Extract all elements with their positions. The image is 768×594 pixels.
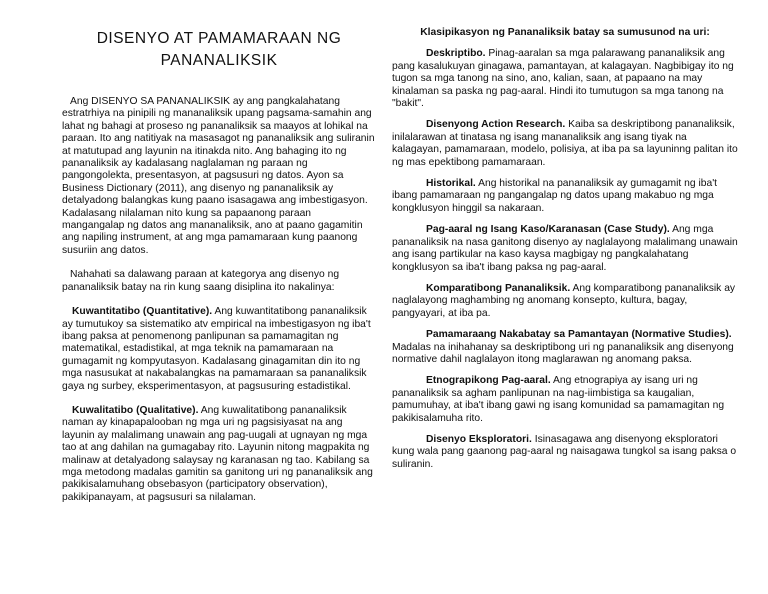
quantitative-paragraph [62,306,376,393]
left-column [62,0,376,504]
type-normative [392,329,738,366]
quantitative-text: Ang kuwantitatibong pananaliksik ay tumutukoy sa sistematiko atv empirical na imbestigasyon ng iba't ibang paksa at penomenong panlipunan sa pamamagitan ng matematikal, estadistikal, at mga teknik na pamamaraan na gumagamit ng kompyutasyon. Kadalasang ginagamitan din ito ng mga nasusukat at nakabalangkas na pamamaraan sa pananaliksik gaya ng surbey, eksperimentasyon, at pagsusuring estadistikal. [62,306,371,392]
type-term: Disenyo Eksploratori. [426,433,532,445]
quantitative-term: Kuwantitatibo (Quantitative). [72,306,213,318]
type-term: Pamamaraang Nakabatay sa Pamantayan (Normative Studies). [426,329,732,341]
classification-heading: Klasipikasyon ng Pananaliksik batay sa sumusunod na uri: [420,27,710,38]
type-text: Ang historikal na pananaliksik ay gumagamit ng iba't ibang pamamaraan ng pangangalap ng datos upang makabuo ng mga kongklusyon hinggil sa nakaraan. [392,178,718,214]
type-term: Etnograpikong Pag-aaral. [426,375,551,387]
type-comparative [392,283,738,320]
type-text: Ang etnograpiya ay isang uri ng pananaliksik sa agham panlipunan na nag-iimbistiga sa kaugalian, pamumuhay, at iba't ibang gawi ng isang komunidad sa pamamagitan ng pakikisalamuha rito. [392,375,725,424]
classification-intro: Nahahati sa dalawang paraan at kategorya ang disenyo ng pananaliksik batay na rin kung saang disiplina ito nakalinya: [62,269,340,293]
type-term: Pag-aaral ng Isang Kaso/Karanasan (Case Study). [426,224,670,236]
type-term: Deskriptibo. [426,48,486,60]
type-descriptive [392,48,738,110]
intro-paragraph: Ang DISENYO SA PANANALIKSIK ay ang pangkalahatang estratrhiya na pinipili ng mananaliksik upang pagsama-samahin ang lahat ng bahagi at proseso ng pananaliksik sa maayos at lohikal na paraan. Ito ang natitiyak na masasagot ng pananaliksik ang suliranin at matutupad ang layunin na itinakda nito. Ang bahaging ito ng pananaliksik ay kadalasang naglalaman ng paraan ng pangongolekta, presentasyon, at pagsusuri ng datos. Ayon sa Business Dictionary (2011), ang disenyo ng pananaliksik ay detalyadong balangkas kung paano isasagawa ang imbestigasyon. Kadalasang nilalaman nito kung sa papaanong paraan mangangalap ng datos ang mananaliksik, ano at paano gagamitin ang napiling instrument, at ang mga pamamaraan kung paanong susuriin ang datos. [62,96,375,256]
type-exploratory [392,434,738,471]
qualitative-term: Kuwalitatibo (Qualitative). [72,404,199,416]
type-text: Madalas na inihahanay sa deskriptibong uri ng pananaliksik ang disenyong normative dahil naglalayon itong maglarawan ng anomang paksa. [392,341,734,365]
right-column [392,0,738,471]
type-text: Ang mga pananaliksik na nasa ganitong disenyo ay naglalayong malalimang unawain ang isang partikular na kaso kaysa magbigay ng pangkalahatang kongklusyon sa iba't ibang paksa ng pag-aaral. [392,224,738,273]
type-text: Ang komparatibong pananaliksik ay naglalayong maghambing ng anomang konsepto, kultura, bagay, pangyayari, at iba pa. [392,282,736,319]
type-term: Historikal. [426,178,476,190]
type-text: Isinasagawa ang disenyong eksploratori kung wala pang gaanong pag-aaral ng naisagawa tungkol sa isang paksa o suliranin. [392,433,737,470]
type-term: Disenyong Action Research. [426,119,566,131]
type-action-research [392,119,738,169]
qualitative-paragraph [62,405,376,504]
type-case-study [392,224,738,274]
type-text: Pinag-aaralan sa mga palarawang pananaliksik ang pang kasalukuyan ginagawa, pamantayan, at kalagayan. Nagbibigay ito ng tugon sa mga tanong na sino, ano, kalian, saan, at papaano na may kinalaman sa paska ng pag-aaral. Hindi ito tumutugon sa mga tanong na "bakit". [392,48,734,110]
type-ethnographic [392,375,738,425]
type-term: Komparatibong Pananaliksik. [426,282,571,294]
document-title: DISENYO AT PAMAMARAAN NG PANANALIKSIK [96,30,342,69]
type-text: Kaiba sa deskriptibong pananaliksik, inilalarawan at tinatasa ng isang mananaliksik ang isang tiyak na kalagayan, pamamaraan, modelo, polisiya, at iba pa sa layuninng palitan ito ng mas epektibong pamamaraan. [392,119,738,168]
qualitative-text: Ang kuwalitatibong pananaliksik naman ay kinapapalooban ng mga uri ng pagsisiyasat na ang layunin ay malalimang unawain ang pag-uugali at ugnayan ng mga tao at ang dahilan na gumagabay rito. Layunin nitong magpakita ng malinaw at detalyadong salaysay ng karanasan ng tao. Kabilang sa mga metodong madalas gamitin sa ganitong uri ng pananaliksik ang pakikisalamuhang obsebasyon (participatory observation), pakikipanayam, at pagsusuri sa nilalaman. [62,404,373,503]
type-historical [392,178,738,215]
